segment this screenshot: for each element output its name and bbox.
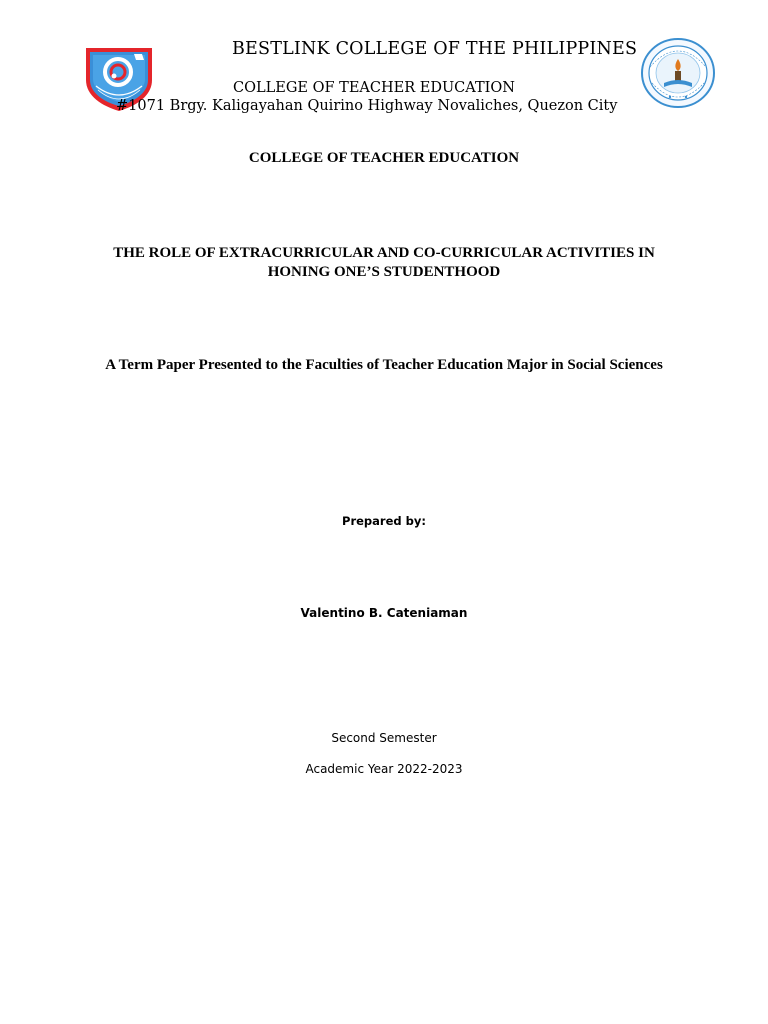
school-name: BESTLINK COLLEGE OF THE PHILIPPINES [232,39,638,59]
paper-subtitle: A Term Paper Presented to the Faculties of Teacher Education Major in Social Sciences [105,357,663,373]
academic-year: Academic Year 2022-2023 [305,762,463,776]
paper-title [0,244,768,282]
college-of-teacher-education-seal [640,37,716,109]
author-name: Valentino B. Cateniaman [300,606,468,620]
semester: Second Semester [331,731,437,745]
paper-title-line-1: THE ROLE OF EXTRACURRICULAR AND CO-CURRICULAR ACTIVITIES IN [113,245,655,261]
school-address: #1071 Brgy. Kaligayahan Quirino Highway Novaliches, Quezon City [116,98,618,114]
header-college-name: COLLEGE OF TEACHER EDUCATION [233,80,515,96]
college-title: COLLEGE OF TEACHER EDUCATION [248,150,520,166]
prepared-by-label: Prepared by: [342,514,426,528]
paper-title-line-2: HONING ONE’S STUDENTHOOD [267,264,501,280]
